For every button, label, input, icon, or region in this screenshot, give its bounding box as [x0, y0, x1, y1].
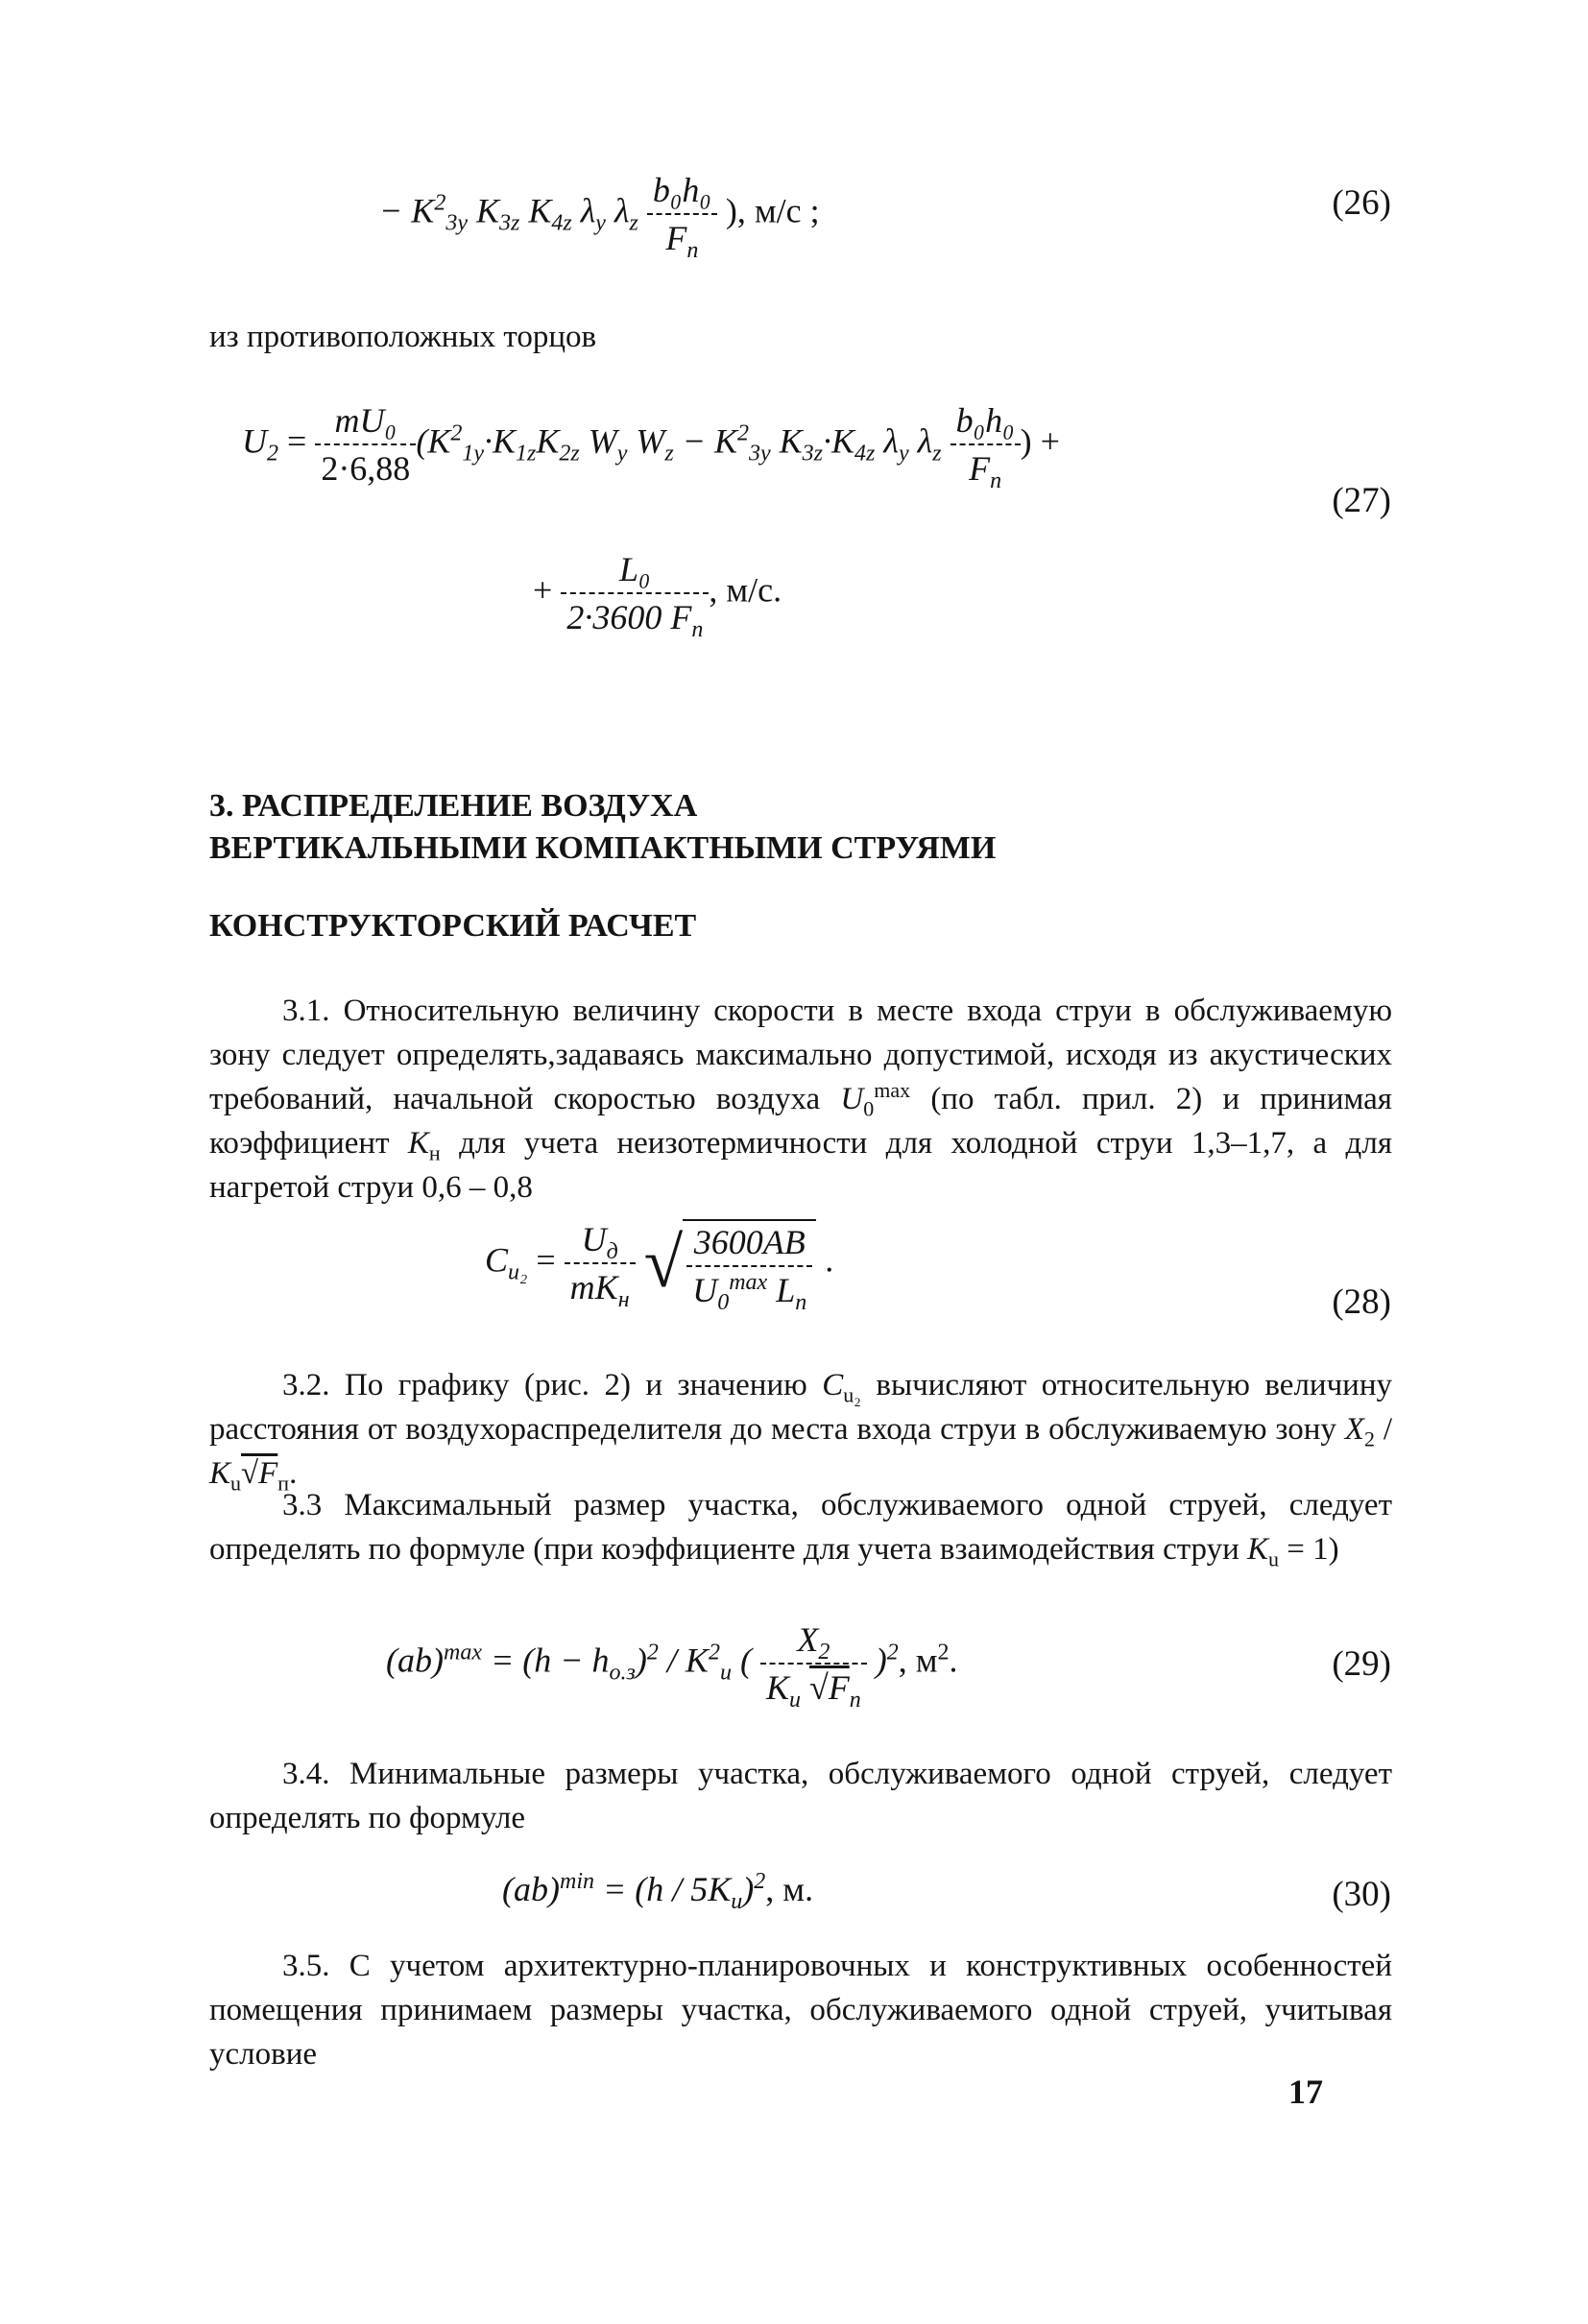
- eq28-equals: =: [536, 1240, 556, 1280]
- eq30-lhs-sup: min: [559, 1869, 594, 1894]
- eq27-lhs: U: [242, 421, 267, 461]
- p32-slash: /: [1374, 1412, 1392, 1447]
- eq27-line2-den-sub: п: [691, 617, 704, 643]
- equation-number-29: (29): [1332, 1644, 1391, 1684]
- eq28-root-num: 3600AB: [686, 1225, 812, 1267]
- p32-text-b: вычисляют относительную величину расстояния от воздухораспределителя до места входа струи в обслуживаемую зону: [209, 1368, 1392, 1447]
- eq27-part-d: W: [588, 421, 617, 461]
- eq28-fraction: [565, 1220, 636, 1313]
- equation-27: [242, 401, 1060, 494]
- eq29-num-x: X: [797, 1620, 819, 1659]
- eq27-line2-fraction: [561, 550, 709, 643]
- p31-k: K: [407, 1126, 429, 1161]
- paragraph-3-2: [209, 1363, 1392, 1496]
- p32-end: .: [289, 1456, 298, 1491]
- eq26-lambda-z-sub: z: [629, 210, 638, 236]
- eq29-num: [760, 1622, 867, 1665]
- section-heading-line-2: ВЕРТИКАЛЬНЫМИ КОМПАКТНЫМИ СТРУЯМИ: [209, 830, 997, 866]
- eq28-radicand: [683, 1219, 816, 1316]
- eq27-equals: =: [287, 421, 307, 461]
- eq28-num-sub: д: [606, 1239, 618, 1265]
- p33-k: K: [1247, 1532, 1269, 1567]
- eq27-line2-den: [561, 594, 709, 643]
- eq27-part-f: − K: [682, 421, 737, 461]
- eq29-unit-end: .: [949, 1641, 958, 1680]
- eq28-root-den: [686, 1267, 812, 1316]
- eq27-line2-unit: , м/с.: [709, 570, 782, 610]
- eq29-slash: / K: [658, 1641, 709, 1680]
- eq30-unit: , м.: [765, 1870, 814, 1908]
- eq29-lhs: (ab): [386, 1641, 444, 1680]
- eq26-tail: ), м/с ;: [725, 191, 820, 230]
- eq26-denominator: [647, 215, 717, 264]
- eq30-lhs: (ab): [502, 1870, 560, 1908]
- eq27-k3y-sub: 3y: [749, 441, 771, 467]
- eq27-part-a: (K: [416, 421, 451, 461]
- eq28-num: [565, 1222, 636, 1264]
- eq29-h-sub: о.з: [609, 1660, 636, 1686]
- eq27-part-h: ·K: [823, 421, 855, 461]
- eq30-rhs: = (h / 5K: [602, 1870, 732, 1908]
- paragraph-3-1: [209, 989, 1392, 1210]
- eq27-frac2-den-sub: п: [990, 468, 1002, 494]
- eq26-k4z-sub: 4z: [551, 210, 572, 236]
- equation-28: [485, 1219, 834, 1316]
- eq27-frac2-den: [950, 445, 1021, 494]
- eq27-frac1-den: 2·6,88: [321, 449, 411, 488]
- eq29-lhs-sup: max: [443, 1640, 482, 1665]
- eq27-wy-sub: y: [616, 441, 628, 467]
- p33-text-a: 3.3 Максимальный размер участка, обслуживаемого одной струей, следует определять по формуле (при коэффициенте для учета взаимодействия струи: [209, 1488, 1392, 1567]
- p32-k: K: [209, 1456, 231, 1491]
- p32-c: C: [822, 1368, 844, 1402]
- eq27-frac2-den-f: F: [969, 449, 991, 488]
- eq26-lambda-y-sub: y: [595, 210, 606, 236]
- eq30-sq: 2: [754, 1869, 766, 1894]
- eq28-root-den-u: U: [692, 1271, 718, 1309]
- eq27-part-g: K: [779, 421, 803, 461]
- eq29-num-sub: 2: [818, 1640, 830, 1665]
- paragraph-3-4: 3.4. Минимальные размеры участка, обслуживаемого одной струей, следует определять по формуле: [209, 1757, 1392, 1835]
- eq29-mid: = (h − h: [490, 1641, 610, 1680]
- eq29-den-root: √F: [808, 1668, 850, 1707]
- equation-number-30: (30): [1332, 1875, 1391, 1914]
- eq27-line2-plus: +: [533, 570, 553, 610]
- p32-text-a: 3.2. По графику (рис. 2) и значению: [282, 1368, 823, 1402]
- p31-text-b: (по табл. прил. 2) и принимая коэффициент: [209, 1082, 1392, 1161]
- eq27-ly-sub: y: [898, 441, 909, 467]
- eq29-fraction: [760, 1620, 867, 1713]
- p32-x: X: [1344, 1412, 1364, 1447]
- eq27-k1y-sup: 2: [450, 420, 463, 446]
- eq27-wz-sub: z: [664, 441, 674, 467]
- eq29-sq2: 2: [886, 1640, 899, 1665]
- section-subheading: КОНСТРУКТОРСКИЙ РАСЧЕТ: [209, 908, 697, 944]
- eq30-k-sub: u: [731, 1889, 743, 1915]
- eq26-lead: − K: [379, 191, 435, 230]
- eq29-open: (: [731, 1641, 752, 1680]
- eq26-den-f: F: [665, 219, 687, 257]
- eq28-lhs-sub: u₂: [508, 1259, 528, 1285]
- equation-number-28: (28): [1332, 1282, 1391, 1322]
- paragraph-3-5: 3.5. С учетом архитектурно-планировочных и конструктивных особенностей помещения принимаем размеры участка, обслуживаемого одной струей, учитывая условие: [209, 1949, 1392, 2072]
- eq26-fraction: [647, 171, 717, 264]
- eq29-ku-sub: u: [719, 1660, 732, 1686]
- p31-text-a: 3.1. Относительную величину скорости в месте входа струи в обслуживаемую зону следует определять,задаваясь максимально допустимой, исходя из акустических требований, начальной скоростью воздуха: [209, 994, 1392, 1116]
- equation-26: [379, 171, 820, 264]
- equation-30: [502, 1869, 814, 1915]
- paragraph-3-3: [209, 1483, 1392, 1571]
- eq26-k3z-sub: 3z: [498, 210, 520, 236]
- eq27-lhs-sub: 2: [267, 441, 278, 467]
- equation-27-line-2: [533, 550, 782, 643]
- eq27-part-c: K: [536, 421, 560, 461]
- eq27-part-b: ·K: [483, 421, 516, 461]
- page-number: 17: [1288, 2072, 1323, 2111]
- p32-c-sub: u₂: [843, 1382, 861, 1407]
- eq27-line2-num: L₀: [561, 552, 709, 594]
- eq28-root-den-sup: max: [729, 1270, 768, 1295]
- eq27-k4z-sub: 4z: [854, 441, 876, 467]
- eq27-close: ) +: [1020, 421, 1060, 461]
- p31-u-sub: 0: [863, 1096, 875, 1121]
- p32-root: √F: [241, 1456, 278, 1491]
- equation-number-26: (26): [1332, 183, 1391, 223]
- eq28-lhs: C: [485, 1240, 509, 1280]
- eq26-lambda-z: λ: [614, 191, 630, 230]
- eq29-close2: ): [866, 1641, 887, 1680]
- equation-number-27: (27): [1332, 481, 1391, 520]
- eq28-root-den-sub: 0: [717, 1290, 730, 1316]
- p31-u: U: [840, 1082, 864, 1116]
- eq27-k1y-sub: 1y: [462, 441, 484, 467]
- eq27-part-j: λ: [917, 421, 933, 461]
- eq27-k1z-sub: 1z: [515, 441, 537, 467]
- p31-text-c: для учета неизотермичности для холодной струи 1,3–1,7, а для нагретой струи 0,6 – 0,8: [209, 1126, 1392, 1205]
- eq26-k3z: K: [475, 191, 499, 230]
- eq27-k3z-sub: 3z: [802, 441, 824, 467]
- eq29-den: [760, 1665, 867, 1713]
- eq29-sq1: 2: [646, 1640, 659, 1665]
- eq26-den-sub: п: [686, 238, 699, 264]
- p32-root-sub: п: [277, 1471, 290, 1496]
- sqrt-radical-icon: √: [643, 1224, 684, 1303]
- eq28-den-sub: н: [617, 1287, 630, 1313]
- eq26-sup: 2: [434, 190, 446, 216]
- eq29-close1: ): [635, 1641, 647, 1680]
- eq27-lz-sub: z: [932, 441, 942, 467]
- equation-29: [386, 1620, 958, 1713]
- eq27-k2z-sub: 2z: [559, 441, 580, 467]
- eq29-unit-sup: 2: [937, 1640, 950, 1665]
- p32-x-sub: 2: [1363, 1426, 1375, 1451]
- eq26-lambda-y: λ: [580, 191, 596, 230]
- eq27-k3y-sup: 2: [737, 420, 749, 446]
- eq27-frac1-num: mU₀: [315, 403, 416, 445]
- eq30-close: ): [742, 1870, 755, 1908]
- eq29-ku-sup: 2: [708, 1640, 720, 1665]
- eq27-frac2-num: b₀h₀: [950, 403, 1021, 445]
- eq29-den-root-sub: п: [849, 1688, 861, 1713]
- p32-k-sub: u: [230, 1471, 242, 1496]
- p33-text-b: = 1): [1279, 1532, 1339, 1567]
- eq28-den-mk: mK: [569, 1268, 618, 1306]
- p31-k-sub: н: [428, 1140, 441, 1165]
- eq26-k4z: K: [528, 191, 552, 230]
- eq28-end: .: [825, 1240, 834, 1280]
- eq29-unit: , м: [898, 1641, 938, 1680]
- eq26-sub: 3y: [445, 210, 468, 236]
- eq29-den-k: K: [765, 1668, 789, 1707]
- eq28-root-fraction: [686, 1223, 812, 1316]
- eq28-num-u: U: [581, 1220, 607, 1258]
- eq27-line2-den-text: 2·3600 F: [566, 598, 692, 636]
- eq26-numerator: b₀h₀: [647, 173, 717, 215]
- eq29-den-sub: u: [788, 1688, 801, 1713]
- eq28-root-den-l-sub: п: [795, 1290, 807, 1316]
- eq28-den: [565, 1264, 636, 1313]
- eq27-part-i: λ: [883, 421, 899, 461]
- section-heading-line-1: 3. РАСПРЕДЕЛЕНИЕ ВОЗДУХА: [209, 788, 698, 824]
- eq28-sqrt: [643, 1219, 817, 1316]
- eq27-part-e: W: [636, 421, 665, 461]
- eq27-fraction-2: [950, 401, 1021, 494]
- eq27-fraction-1: [315, 403, 416, 486]
- between-text: из противоположных торцов: [209, 320, 597, 354]
- eq28-root-den-l: L: [776, 1271, 796, 1309]
- p31-u-sup: max: [874, 1078, 911, 1102]
- p33-k-sub: u: [1268, 1546, 1280, 1571]
